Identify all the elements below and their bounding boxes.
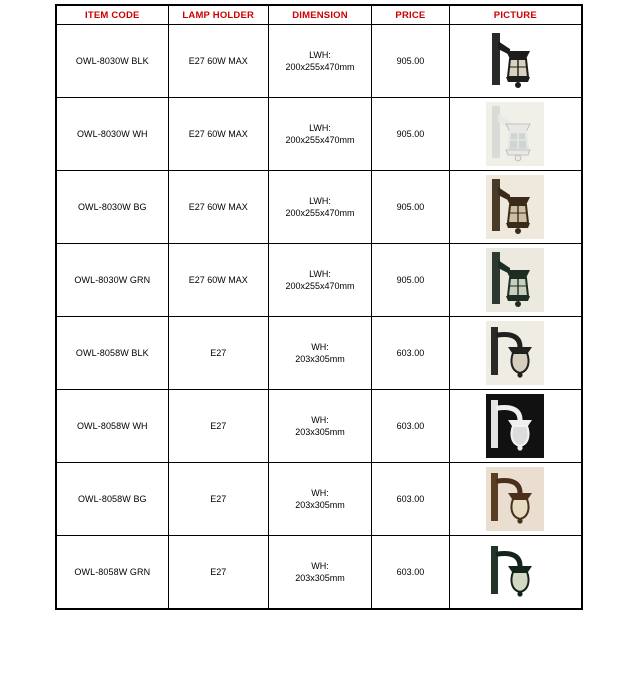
cell-picture	[449, 390, 581, 463]
cell-lamp-holder: E27	[168, 536, 268, 609]
cell-picture	[449, 171, 581, 244]
thumbnail-wrap	[450, 321, 581, 385]
cell-lamp-holder: E27 60W MAX	[168, 171, 268, 244]
table-body	[57, 25, 582, 609]
cell-price: 603.00	[372, 390, 450, 463]
cell-item-code: OWL-8030W WH	[57, 98, 169, 171]
table-header	[57, 6, 582, 25]
wall-lamp-teardrop-bronze-icon	[486, 467, 544, 531]
cell-price: 603.00	[372, 463, 450, 536]
cell-lamp-holder: E27 60W MAX	[168, 244, 268, 317]
cell-dimension	[268, 390, 371, 463]
cell-dimension	[268, 98, 371, 171]
thumbnail-wrap	[450, 102, 581, 166]
dimension-value: 203x305mm	[295, 427, 345, 437]
cell-dimension	[268, 536, 371, 609]
dimension-value: 200x255x470mm	[285, 62, 355, 72]
dimension-label: LWH:	[309, 123, 331, 133]
thumbnail-wrap	[450, 467, 581, 531]
cell-dimension	[268, 244, 371, 317]
dimension-label: WH:	[311, 415, 329, 425]
cell-item-code: OWL-8030W BG	[57, 171, 169, 244]
table-row	[57, 25, 582, 98]
cell-lamp-holder: E27	[168, 317, 268, 390]
table-row	[57, 171, 582, 244]
table-header-row	[57, 6, 582, 25]
column-header-lamp-holder: LAMP HOLDER	[168, 6, 268, 25]
table-row	[57, 244, 582, 317]
cell-dimension	[268, 317, 371, 390]
table-row	[57, 390, 582, 463]
cell-item-code: OWL-8030W BLK	[57, 25, 169, 98]
cell-picture	[449, 244, 581, 317]
cell-lamp-holder: E27 60W MAX	[168, 25, 268, 98]
cell-price: 905.00	[372, 171, 450, 244]
column-header-price: PRICE	[372, 6, 450, 25]
cell-dimension	[268, 463, 371, 536]
dimension-label: LWH:	[309, 196, 331, 206]
cell-item-code: OWL-8030W GRN	[57, 244, 169, 317]
thumbnail-wrap	[450, 540, 581, 604]
table-row	[57, 536, 582, 609]
thumbnail-wrap	[450, 248, 581, 312]
table-row	[57, 463, 582, 536]
wall-lamp-teardrop-white-icon	[486, 394, 544, 458]
cell-picture	[449, 98, 581, 171]
thumbnail-wrap	[450, 394, 581, 458]
dimension-value: 200x255x470mm	[285, 281, 355, 291]
dimension-label: LWH:	[309, 269, 331, 279]
wall-lamp-teardrop-black-icon	[486, 321, 544, 385]
cell-picture	[449, 536, 581, 609]
cell-price: 603.00	[372, 536, 450, 609]
wall-lamp-lantern-green-icon	[486, 248, 544, 312]
cell-picture	[449, 317, 581, 390]
cell-picture	[449, 25, 581, 98]
cell-price: 905.00	[372, 98, 450, 171]
cell-item-code: OWL-8058W GRN	[57, 536, 169, 609]
cell-lamp-holder: E27	[168, 390, 268, 463]
cell-dimension	[268, 171, 371, 244]
wall-lamp-lantern-white-icon	[486, 102, 544, 166]
dimension-label: LWH:	[309, 50, 331, 60]
thumbnail-wrap	[450, 175, 581, 239]
dimension-label: WH:	[311, 342, 329, 352]
cell-dimension	[268, 25, 371, 98]
cell-lamp-holder: E27	[168, 463, 268, 536]
dimension-label: WH:	[311, 488, 329, 498]
wall-lamp-lantern-black-icon	[486, 29, 544, 93]
dimension-label: WH:	[311, 561, 329, 571]
cell-price: 905.00	[372, 25, 450, 98]
dimension-value: 203x305mm	[295, 573, 345, 583]
cell-price: 603.00	[372, 317, 450, 390]
price-list-sheet	[55, 4, 583, 610]
product-table	[56, 5, 582, 609]
column-header-picture: PICTURE	[449, 6, 581, 25]
dimension-value: 203x305mm	[295, 500, 345, 510]
cell-price: 905.00	[372, 244, 450, 317]
wall-lamp-lantern-bronze-icon	[486, 175, 544, 239]
cell-lamp-holder: E27 60W MAX	[168, 98, 268, 171]
cell-item-code: OWL-8058W WH	[57, 390, 169, 463]
dimension-value: 200x255x470mm	[285, 208, 355, 218]
wall-lamp-teardrop-green-icon	[486, 540, 544, 604]
table-row	[57, 98, 582, 171]
cell-picture	[449, 463, 581, 536]
dimension-value: 203x305mm	[295, 354, 345, 364]
dimension-value: 200x255x470mm	[285, 135, 355, 145]
table-row	[57, 317, 582, 390]
column-header-dimension: DIMENSION	[268, 6, 371, 25]
cell-item-code: OWL-8058W BG	[57, 463, 169, 536]
thumbnail-wrap	[450, 29, 581, 93]
cell-item-code: OWL-8058W BLK	[57, 317, 169, 390]
column-header-item-code: ITEM CODE	[57, 6, 169, 25]
